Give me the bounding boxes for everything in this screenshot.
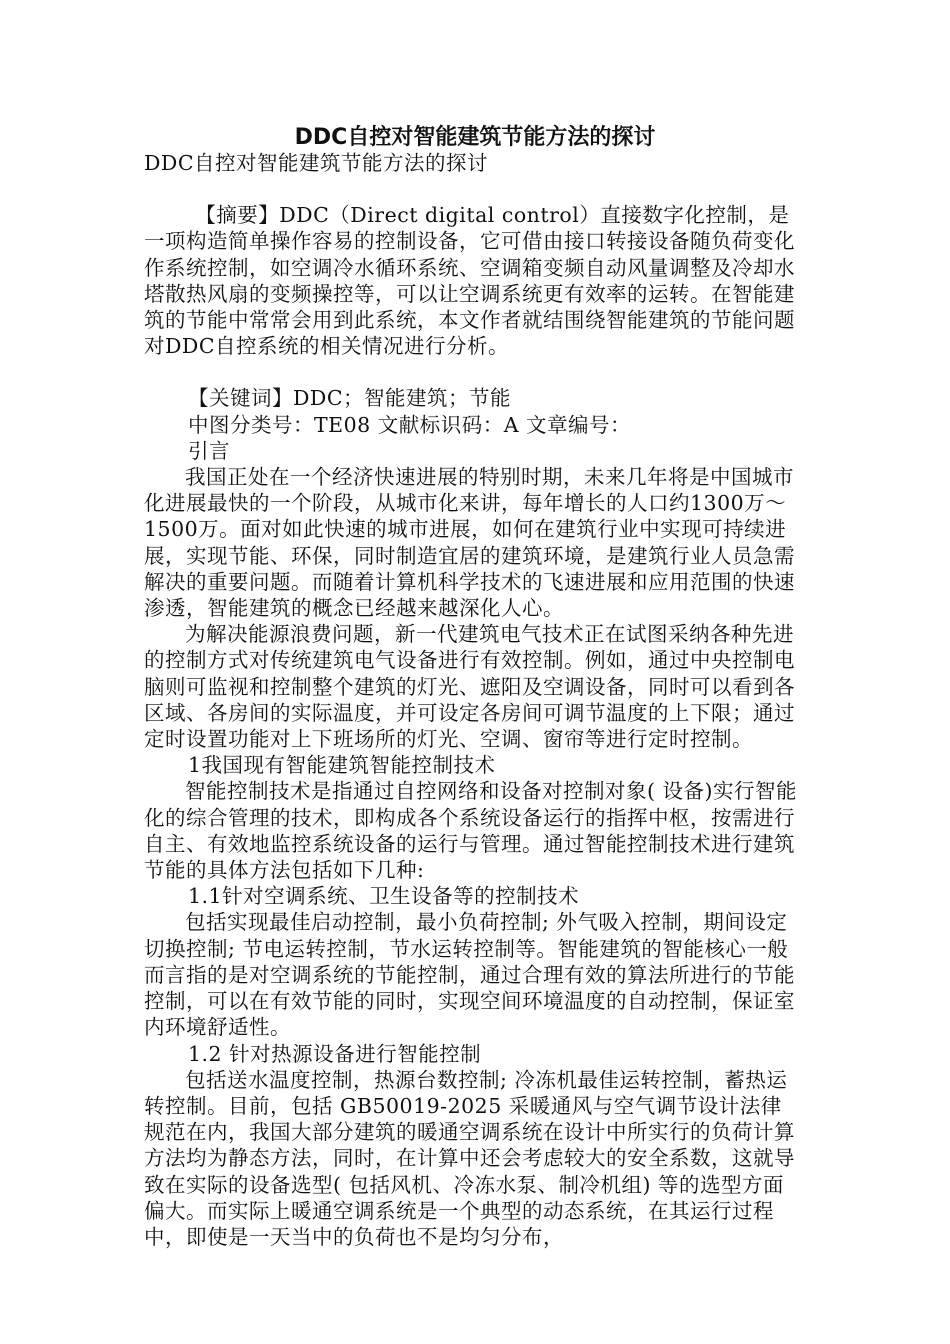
- classification-line: 中图分类号：TE08 文献标识码：A 文章编号：: [188, 412, 632, 437]
- section-1-1-heading: 1.1针对空调系统、卫生设备等的控制技术: [188, 884, 580, 909]
- section-1-2-paragraph: 包括送水温度控制，热源台数控制; 冷冻机最佳运转控制，蓄热运转控制。目前，包括 GB50019-2025 采暖通风与空气调节设计法律规范在内，我国大部分建筑的暖通空调系统在设计中所实行的负荷计算方法均为静态方法，同时，在计算中还会考虑较大的安全系数，这就导致在实际的设备选型( 包括风机、冷冻水泵、制冷机组) 等的选型方面偏大。而实际上暖通空调系统是一个典型的动态系统，在其运行过程中，即使是一天当中的负荷也不是均匀分布，: [144, 1067, 795, 1249]
- section-1-2-heading: 1.2 针对热源设备进行智能控制: [188, 1041, 482, 1066]
- intro-paragraph-1: 我国正处在一个经济快速进展的特别时期，未来几年将是中国城市化进展最快的一个阶段，从城市化来讲，每年增长的人口约1300万～1500万。面对如此快速的城市进展，如何在建筑行业中实现可持续进展，实现节能、环保，同时制造宜居的建筑环境，是建筑行业人员急需解决的重要问题。而随着计算机科学技术的飞速进展和应用范围的快速渗透，智能建筑的概念已经越来越深化人心。: [144, 465, 795, 621]
- section-1-paragraph: 智能控制技术是指通过自控网络和设备对控制对象( 设备)实行智能化的综合管理的技术，即构成各个系统设备运行的指挥中枢，按需进行自主、有效地监控系统设备的运行与管理。通过智能控制技术进行建筑节能的具体方法包括如下几种:: [144, 779, 798, 883]
- abstract-paragraph: 【摘要】DDC（Direct digital control）直接数字化控制，是一项构造简单操作容易的控制设备，它可借由接口转接设备随负荷变化作系统控制，如空调冷水循环系统、空调箱变频自动风量调整及冷却水塔散热风扇的变频操控等，可以让空调系统更有效率的运转。在智能建筑的节能中常常会用到此系统，本文作者就结围绕智能建筑的节能问题对DDC自控系统的相关情况进行分析。: [144, 203, 795, 359]
- document-title: DDC自控对智能建筑节能方法的探讨: [294, 125, 656, 150]
- intro-heading: 引言: [188, 438, 230, 463]
- section-1-heading: 1我国现有智能建筑智能控制技术: [188, 753, 496, 778]
- document-body: [144, 150, 799, 1250]
- keywords-line: 【关键词】DDC；智能建筑；节能: [188, 386, 512, 411]
- intro-paragraph-2: 为解决能源浪费问题，新一代建筑电气技术正在试图采纳各种先进的控制方式对传统建筑电气设备进行有效控制。例如，通过中央控制电脑则可监视和控制整个建筑的灯光、遮阳及空调设备，同时可以看到各区域、各房间的实际温度，并可设定各房间可调节温度的上下限；通过定时设置功能对上下班场所的灯光、空调、窗帘等进行定时控制。: [144, 622, 795, 752]
- document-subtitle: DDC自控对智能建筑节能方法的探讨: [144, 151, 489, 175]
- section-1-1-paragraph: 包括实现最佳启动控制，最小负荷控制; 外气吸入控制，期间设定切换控制; 节电运转控制，节水运转控制等。智能建筑的智能核心一般而言指的是对空调系统的节能控制，通过合理有效的算法所进行的节能控制，可以在有效节能的同时，实现空间环境温度的自动控制，保证室内环境舒适性。: [144, 910, 795, 1040]
